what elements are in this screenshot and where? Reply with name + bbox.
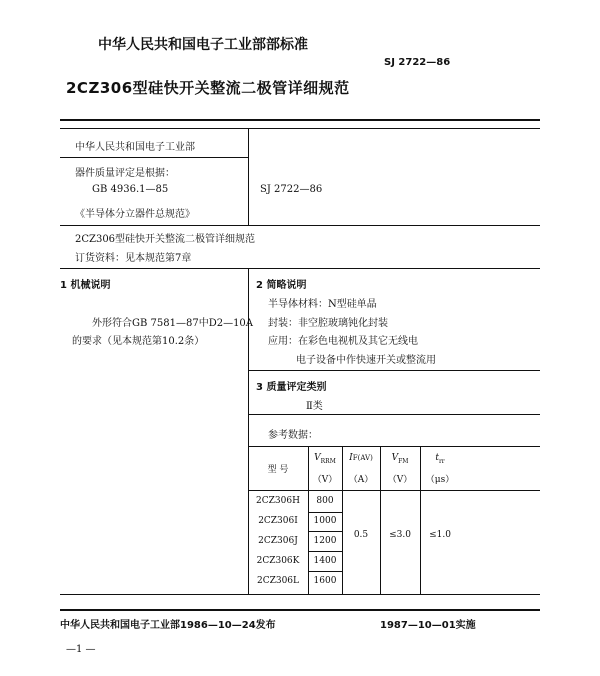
section1-title: 1 机械说明 xyxy=(60,280,111,291)
material-text: 半导体材料：N型硅单晶 xyxy=(268,299,377,310)
info-top-border xyxy=(60,128,540,129)
table-col-divider-2 xyxy=(342,446,343,594)
document-title: 2CZ306型硅快开关整流二极管详细规范 xyxy=(66,79,350,97)
standard-code: SJ 2722—86 xyxy=(384,57,451,68)
header-type: 型 号 xyxy=(267,465,289,475)
table-header-border xyxy=(248,490,540,491)
top-rule xyxy=(60,119,540,121)
basis-gb: GB 4936.1—85 xyxy=(92,184,169,195)
application-line1: 应用：在彩色电视机及其它无线电 xyxy=(268,336,418,347)
row-5-vrrm: 1600 xyxy=(313,576,337,586)
reference-label: 参考数据： xyxy=(268,430,318,441)
row-5-type: 2CZ306L xyxy=(256,576,300,586)
section3-top-border xyxy=(248,370,540,371)
package-text: 封装：非空腔玻璃钝化封装 xyxy=(268,318,388,329)
row-2-type: 2CZ306I xyxy=(258,516,298,526)
section3-title: 3 质量评定类别 xyxy=(256,382,327,393)
info-divider xyxy=(248,128,249,226)
application-line2: 电子设备中作快速开关或整流用 xyxy=(296,355,436,366)
section1-line2: 的要求（见本规范第10.2条） xyxy=(72,336,205,347)
footer-rule xyxy=(60,609,540,611)
header-if-unit: （A） xyxy=(348,475,374,485)
table-col-divider-4 xyxy=(420,446,421,594)
sections-bottom-border xyxy=(60,594,540,595)
effective-date: 1987—10—01实施 xyxy=(380,620,476,631)
row-3-type: 2CZ306J xyxy=(258,536,298,546)
row-4-vrrm: 1400 xyxy=(313,556,337,566)
issuer-separator xyxy=(60,157,248,158)
header-vfm-unit: （V） xyxy=(387,475,413,485)
row-1-type: 2CZ306H xyxy=(256,496,300,506)
row-1-vrrm: 800 xyxy=(316,496,334,506)
quality-category: Ⅱ类 xyxy=(306,401,323,412)
product-spec: 2CZ306型硅快开关整流二极管详细规范 xyxy=(75,234,256,245)
row-3-vrrm: 1200 xyxy=(313,536,337,546)
row-4-type: 2CZ306K xyxy=(256,556,300,566)
issuer-text: 中华人民共和国电子工业部 xyxy=(75,142,195,153)
basis-label: 器件质量评定是根据： xyxy=(75,168,175,179)
table-top-border xyxy=(248,446,540,447)
trr-value: ≤1.0 xyxy=(429,530,451,540)
row-3-separator xyxy=(308,551,342,552)
info-bottom-border xyxy=(60,225,540,226)
header-if: IF(AV) xyxy=(349,453,373,463)
vfm-value: ≤3.0 xyxy=(389,530,411,540)
header-trr: $t_{rr}$ xyxy=(435,453,445,465)
issued-date: 中华人民共和国电子工业部1986—10—24发布 xyxy=(60,620,276,631)
header-vrrm-unit: （V） xyxy=(312,475,338,485)
order-info: 订货资料：见本规范第7章 xyxy=(75,253,192,264)
if-value: 0.5 xyxy=(353,530,369,540)
row-2-separator xyxy=(308,531,342,532)
basis-name: 《半导体分立器件总规范》 xyxy=(75,209,195,220)
row-2-vrrm: 1000 xyxy=(313,516,337,526)
sections-top-border xyxy=(60,268,540,269)
row-4-separator xyxy=(308,571,342,572)
section3-mid-border xyxy=(248,414,540,415)
header-vrrm: $V_{RRM}$ xyxy=(314,453,336,465)
row-1-separator xyxy=(308,512,342,513)
table-col-divider-3 xyxy=(380,446,381,594)
ministry-standard-heading: 中华人民共和国电子工业部部标准 xyxy=(98,37,308,53)
section1-line1: 外形符合GB 7581—87中D2—10A xyxy=(92,318,254,329)
spec-code: SJ 2722—86 xyxy=(260,184,323,195)
header-vfm: $V_{FM}$ xyxy=(391,453,409,465)
page-number: —1 — xyxy=(66,644,96,655)
header-trr-unit: （μs） xyxy=(425,475,455,485)
section2-title: 2 简略说明 xyxy=(256,280,307,291)
